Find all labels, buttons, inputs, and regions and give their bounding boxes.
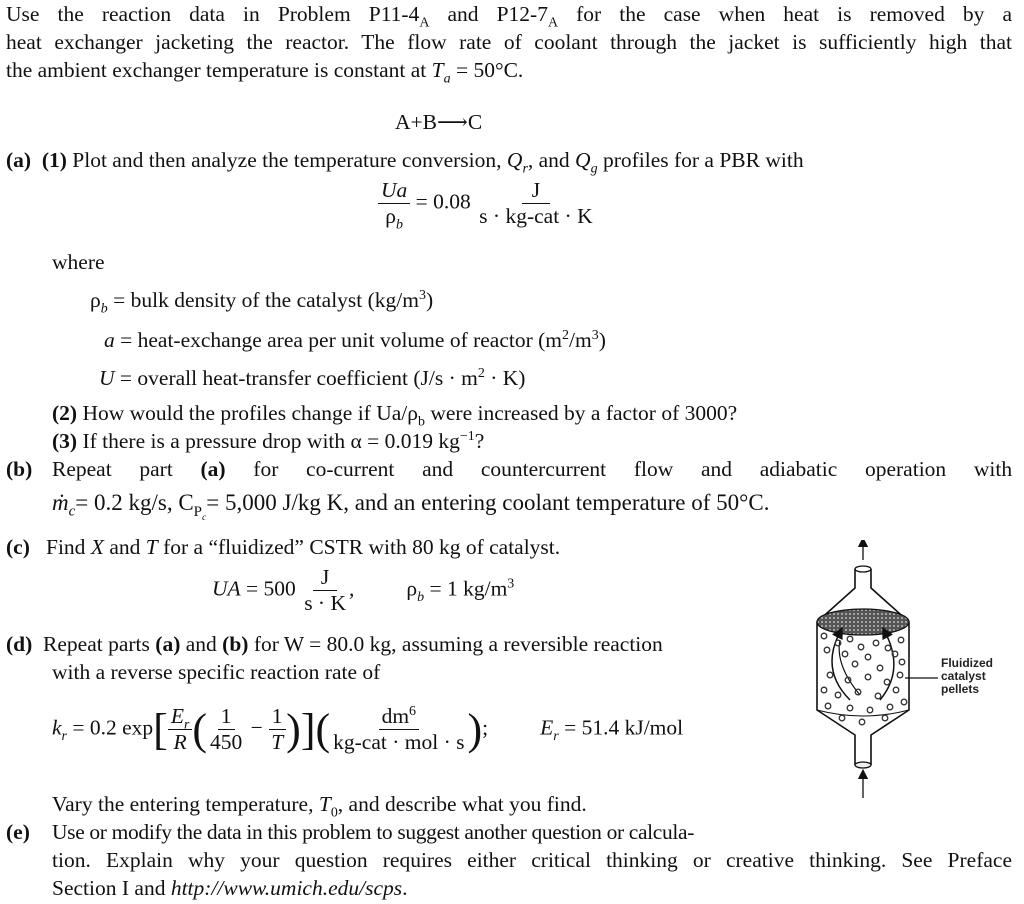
- ua-equation: $\frac{Ua}{\rho_b}$ = 0.08 $\frac{J}{\text{s · kg-cat · K}}$: [378, 178, 596, 230]
- def-rho-b: $\rho_b$ = bulk density of the catalyst $(kg/m^3)$: [90, 287, 434, 317]
- part-b-line-1: Repeat part (a) for co-current and countercurrent flow and adiabatic operation with: [52, 457, 1013, 481]
- kr-equation: $k_r = 0.2$ exp[ $\frac{E_r}{R}$ ( $\frac{1}{450}$ − $\frac{1}{T}$ )]( $\frac{dm^6}{\text{kg-cat · mol · s}}$ ); $E_r = 51.4$ kJ/mol: [52, 703, 684, 754]
- part-d-line-1: (d) Repeat parts (a) and (b) for W = 80.0 kg, assuming a reversible reaction: [6, 632, 663, 656]
- scps-link[interactable]: http://www.umich.edu/scps: [170, 876, 403, 900]
- part-a-3: (3) If there is a pressure drop with α = 0.019 $kg^{-1}$?: [52, 428, 485, 453]
- part-b-label: (b): [6, 457, 33, 481]
- part-e-line-2: tion. Explain why your question requires either critical thinking or creative thinking. See Preface: [52, 848, 1012, 872]
- fluidized-reactor-figure: [800, 540, 1000, 802]
- where-label: where: [52, 250, 105, 274]
- intro-line-2: heat exchanger jacketing the reactor. The flow rate of coolant through the jacket is sufficiently high that: [6, 30, 1012, 54]
- intro-line-1: Use the reaction data in Problem $P11-4_A$ and $P12-7_A$ for the case when heat is removed by a: [6, 2, 1012, 31]
- part-d-line-2: with a reverse specific reaction rate of: [52, 660, 381, 684]
- fluidized-pellets-label: Fluidized catalyst pellets: [941, 656, 993, 696]
- part-a-line: (a) (1) Plot and then analyze the temperature conversion, $Q_r$, and $Q_g$ profiles for a PBR with: [6, 148, 804, 177]
- def-u: U = overall heat-transfer coefficient $(J/s \cdot m^2 \cdot K)$: [99, 365, 526, 390]
- ua-cstr-equation: UA = 500 $\frac{J}{s \cdot K}$ , $\rho_b = 1$ $kg/m^3$: [212, 565, 515, 615]
- part-e-line-3: Section I and http://www.umich.edu/scps.: [52, 876, 408, 900]
- part-e-line-1: Use or modify the data in this problem to suggest another question or calcula-: [52, 820, 695, 844]
- reaction-equation: A+B⟶C: [395, 110, 483, 134]
- part-a-2: (2) How would the profiles change if $Ua/\rho_b$ were increased by a factor of 3000?: [52, 401, 738, 430]
- def-a: a = heat-exchange area per unit volume of reactor $(m^2/m^3)$: [104, 327, 606, 352]
- part-b-line-2: ṁ$_c$= 0.2 kg/s, $C_{P_c}= 5,000$ J/kg K, and an entering coolant temperature of 50°C.: [52, 490, 770, 523]
- intro-line-3: the ambient exchanger temperature is constant at $T_a = 50^\circ C$.: [6, 58, 524, 87]
- part-c-line: (c) Find X and T for a “fluidized” CSTR with 80 kg of catalyst.: [6, 535, 561, 559]
- part-d-line-3: Vary the entering temperature, $T_0$, and describe what you find.: [52, 792, 587, 821]
- part-e-label: (e): [6, 820, 30, 844]
